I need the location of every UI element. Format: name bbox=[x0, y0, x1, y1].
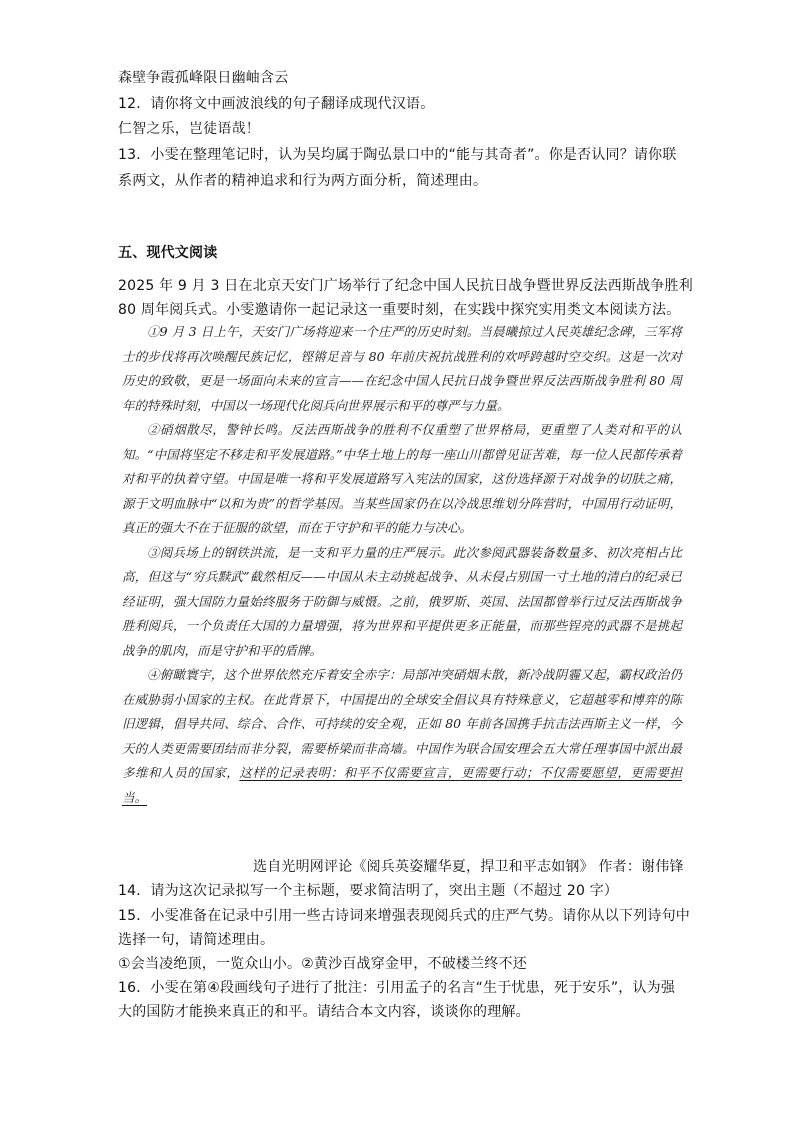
question-15-options: ①会当凌绝顶，一览众山小。②黄沙百战穿金甲，不破楼兰终不还 bbox=[118, 956, 527, 972]
paragraph-1: ①9 月 3 日上午，天安门广场将迎来一个庄严的历史时刻。当晨曦掠过人民英雄纪念碑，三军将士的步伐将再次唤醒民族记忆，铿锵足音与 80 年前庆祝抗战胜利的欢呼跨越时空交织。这是一次对历史的致敬，更是一场面向未来的宣言——在纪念中国人民抗日战争暨世界反法西斯战争胜利 80 周年的特殊时刻，中国以一场现代化阅兵向世界展示和平的尊严与力量。 bbox=[122, 324, 682, 413]
question-12-sentence: 仁智之乐，岂徒语哉！ bbox=[118, 121, 260, 137]
question-14: 14．请为这次记录拟写一个主标题，要求简洁明了，突出主题（不超过 20 字） bbox=[118, 883, 619, 899]
question-13-line-2: 系两文，从作者的精神追求和行为两方面分析，简述理由。 bbox=[118, 173, 488, 189]
section-intro-line-1: 2025 年 9 月 3 日在北京天安门广场举行了纪念中国人民抗日战争暨世界反法西斯战争胜利 bbox=[118, 278, 693, 294]
section-intro-line-2: 80 周年阅兵式。小雯邀请你一起记录这一重要时刻，在实践中探究实用类文本阅读方法。 bbox=[118, 302, 681, 318]
paragraph-4-text: ④俯瞰寰宇，这个世界依然充斥着安全赤字：局部冲突硝烟未散，新冷战阴霾又起，霸权政治仍在威胁弱小国家的主权。在此背景下，中国提出的全球安全倡议具有特殊意义，它超越零和博弈的陈旧逻辑，倡导共同、综合、合作、可持续的安全观，正如 80 年前各国携手抗击法西斯主义一样，今天的人类更需要团结而非分裂，需要桥梁而非高墙。中国作为联合国安理会五大常任理事国中派出最多维和人员的国家， bbox=[122, 667, 682, 780]
question-16-line-2: 大的国防才能换来真正的和平。请结合本文内容，谈谈你的理解。 bbox=[118, 1004, 530, 1020]
classical-text-fragment: 森壁争霞孤峰限日幽岫含云 bbox=[118, 70, 289, 86]
question-12: 12．请你将文中画波浪线的句子翻译成现代汉语。 bbox=[118, 96, 435, 112]
article-source: 选自光明网评论《阅兵英姿耀华夏，捍卫和平志如钢》 作者：谢伟锋 bbox=[253, 859, 684, 875]
question-16-line-1: 16．小雯在第④段画线句子进行了批注：引用孟子的名言“生于忧患，死于安乐”，认为强 bbox=[118, 980, 676, 996]
question-13-line-1: 13．小雯在整理笔记时，认为吴均属于陶弘景口中的“能与其奇者”。你是否认同？请你联 bbox=[118, 147, 677, 163]
paragraph-4-underlined-sentence: 这样的记录表明：和平不仅需要宣言，更需要行动；不仅需要愿望，更需要担当。 bbox=[122, 765, 682, 805]
paragraph-3: ③阅兵场上的钢铁洪流，是一支和平力量的庄严展示。此次参阅武器装备数量多、初次亮相占比高，但这与“穷兵黩武”截然相反——中国从未主动挑起战争、从未侵占别国一寸土地的清白的纪录已经证明，强大国防力量始终服务于防御与威慑。之前，俄罗斯、英国、法国都曾举行过反法西斯战争胜利阅兵，一个负责任大国的力量增强，将为世界和平提供更多正能量，而那些锃亮的武器不是挑起战争的肌肉，而是守护和平的盾牌。 bbox=[122, 544, 682, 658]
paragraph-4 bbox=[122, 663, 682, 810]
section-heading: 五、现代文阅读 bbox=[118, 245, 218, 261]
article-passage bbox=[122, 320, 682, 810]
question-15-line-2: 选择一句，请简述理由。 bbox=[118, 932, 275, 948]
paragraph-2: ②硝烟散尽，警钟长鸣。反法西斯战争的胜利不仅重塑了世界格局，更重塑了人类对和平的认知。“中国将坚定不移走和平发展道路。”中华土地上的每一座山川都曾见证苦难，每一位人民都传承着对和平的执着守望。中国是唯一将和平发展道路写入宪法的国家，这份选择源于对战争的切肤之痛，源于文明血脉中“以和为贵”的哲学基因。当某些国家仍在以冷战思维划分阵营时，中国用行动证明，真正的强大不在于征服的欲望，而在于守护和平的能力与决心。 bbox=[122, 422, 682, 535]
question-15-line-1: 15．小雯准备在记录中引用一些古诗词来增强表现阅兵式的庄严气势。请你从以下列诗句中 bbox=[118, 908, 691, 924]
